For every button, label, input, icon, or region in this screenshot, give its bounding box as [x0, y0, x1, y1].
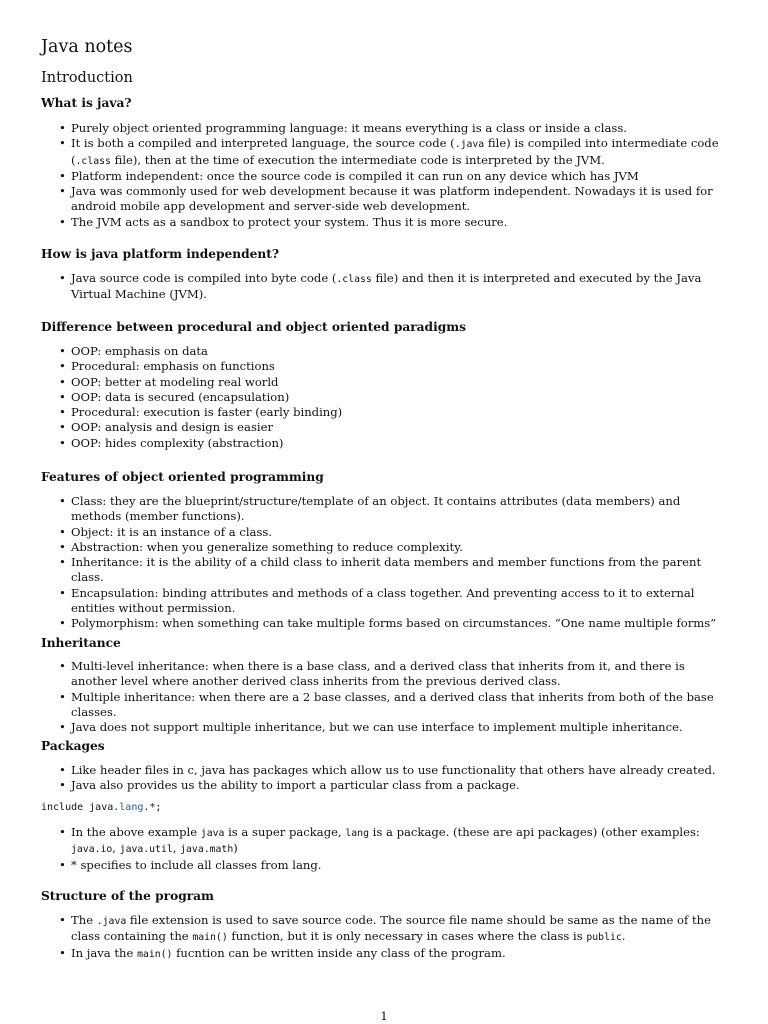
- list-item: • Java was commonly used for web development because it was platform independent. Nowadays it is used for android mobile app development and server-side web development.: [41, 184, 731, 215]
- list-item: • OOP: better at modeling real world: [41, 375, 731, 390]
- document-title: Java notes: [41, 37, 133, 57]
- heading-packages: Packages: [41, 739, 105, 753]
- list-item: • OOP: data is secured (encapsulation): [41, 390, 731, 405]
- list-item: • Encapsulation: binding attributes and methods of a class together. And preventing access to it to external entities without permission.: [41, 586, 731, 617]
- heading-program-structure: Structure of the program: [41, 889, 214, 903]
- list-item: • OOP: emphasis on data: [41, 344, 731, 359]
- heading-oop-features: Features of object oriented programming: [41, 470, 324, 484]
- list-item: • Polymorphism: when something can take multiple forms based on circumstances. “One name multiple forms”: [41, 616, 731, 631]
- list-item: • * specifies to include all classes from lang.: [41, 858, 731, 873]
- list-item: • Java does not support multiple inheritance, but we can use interface to implement multiple inheritance.: [41, 720, 731, 735]
- list-item: • Java source code is compiled into byte code (.class file) and then it is interpreted and executed by the Java Virtual Machine (JVM).: [41, 271, 731, 303]
- list-item: • In java the main() fucntion can be written inside any class of the program.: [41, 946, 731, 962]
- page-number: 1: [380, 1009, 388, 1023]
- list-item: • Abstraction: when you generalize something to reduce complexity.: [41, 540, 731, 555]
- list-item: • Java also provides us the ability to import a particular class from a package.: [41, 778, 731, 793]
- list-item: • Procedural: emphasis on functions: [41, 359, 731, 374]
- list-item: • Object: it is an instance of a class.: [41, 525, 731, 540]
- heading-platform-independent: How is java platform independent?: [41, 247, 280, 261]
- heading-what-is-java: What is java?: [41, 96, 132, 110]
- list-item: • Inheritance: it is the ability of a child class to inherit data members and member functions from the parent class.: [41, 555, 731, 586]
- list-item: • OOP: hides complexity (abstraction): [41, 436, 731, 451]
- list-packages-notes: [41, 825, 731, 873]
- heading-inheritance: Inheritance: [41, 636, 121, 650]
- list-inheritance: [41, 659, 731, 735]
- list-item: • Purely object oriented programming language: it means everything is a class or inside a class.: [41, 121, 731, 136]
- section-heading-introduction: Introduction: [41, 70, 133, 86]
- list-program-structure: [41, 913, 731, 962]
- list-oop-features: [41, 494, 731, 632]
- list-item: • Procedural: execution is faster (early binding): [41, 405, 731, 420]
- heading-paradigms: Difference between procedural and object oriented paradigms: [41, 320, 466, 334]
- list-item: • It is both a compiled and interpreted language, the source code (.java file) is compiled into intermediate code (.class file), then at the time of execution the intermediate code is interpreted by the JVM.: [41, 136, 731, 169]
- list-item: • In the above example java is a super package, lang is a package. (these are api packages) (other examples: java.io, java.util, java.math): [41, 825, 731, 858]
- list-packages: [41, 763, 731, 794]
- code-snippet: include java.lang.*;: [41, 802, 162, 813]
- list-item: • Class: they are the blueprint/structure/template of an object. It contains attributes (data members) and methods (member functions).: [41, 494, 731, 525]
- list-paradigms: [41, 344, 731, 451]
- list-item: • The JVM acts as a sandbox to protect your system. Thus it is more secure.: [41, 215, 731, 230]
- list-item: • OOP: analysis and design is easier: [41, 420, 731, 435]
- list-item: • The .java file extension is used to save source code. The source file name should be same as the name of the class containing the main() function, but it is only necessary in cases where the class is public.: [41, 913, 731, 946]
- list-what-is-java: [41, 121, 731, 230]
- list-platform-independent: [41, 271, 731, 303]
- list-item: • Multiple inheritance: when there are a 2 base classes, and a derived class that inherits from both of the base classes.: [41, 690, 731, 721]
- list-item: • Like header files in c, java has packages which allow us to use functionality that others have already created.: [41, 763, 731, 778]
- list-item: • Multi-level inheritance: when there is a base class, and a derived class that inherits from it, and there is another level where another derived class inherits from the previous derived class.: [41, 659, 731, 690]
- list-item: • Platform independent: once the source code is compiled it can run on any device which has JVM: [41, 169, 731, 184]
